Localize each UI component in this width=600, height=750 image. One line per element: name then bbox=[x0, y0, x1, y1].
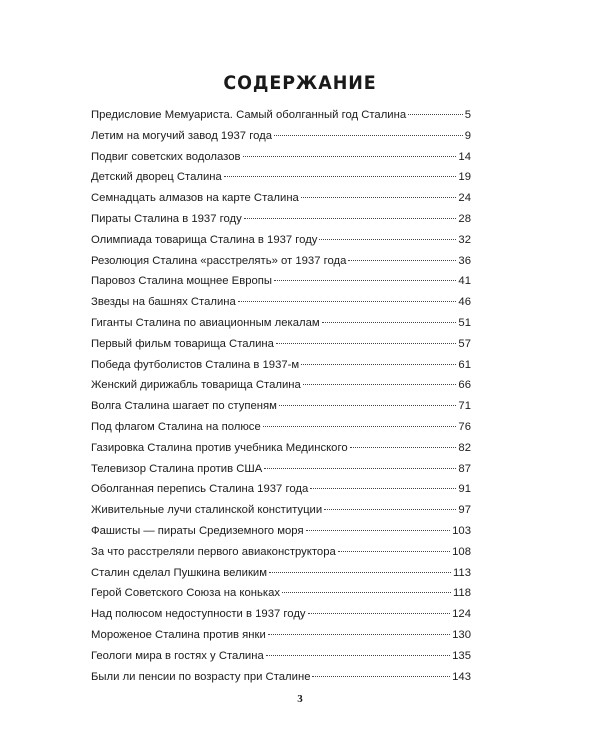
toc-entry bbox=[91, 442, 471, 463]
dot-leader bbox=[310, 488, 456, 489]
toc-list bbox=[91, 109, 471, 691]
toc-entry bbox=[91, 296, 471, 317]
toc-entry-title: Женский дирижабль товарища Сталина bbox=[91, 379, 301, 392]
dot-leader bbox=[322, 322, 457, 323]
toc-entry-page: 103 bbox=[452, 524, 471, 537]
toc-entry-title: Были ли пенсии по возрасту при Сталине bbox=[91, 670, 311, 683]
toc-entry-title: Пираты Сталина в 1937 году bbox=[91, 212, 242, 225]
toc-entry-title: За что расстреляли первого авиаконструктора bbox=[91, 545, 336, 558]
toc-entry-title: Геологи мира в гостях у Сталина bbox=[91, 649, 264, 662]
toc-entry-title: Резолюция Сталина «расстрелять» от 1937 года bbox=[91, 254, 347, 267]
dot-leader bbox=[224, 176, 457, 177]
dot-leader bbox=[279, 405, 457, 406]
toc-entry bbox=[91, 275, 471, 296]
toc-entry-page: 24 bbox=[458, 192, 471, 205]
toc-entry-page: 87 bbox=[458, 462, 471, 475]
dot-leader bbox=[350, 447, 457, 448]
toc-entry-title: Летим на могучий завод 1937 года bbox=[91, 129, 272, 142]
dot-leader bbox=[338, 551, 450, 552]
dot-leader bbox=[266, 655, 450, 656]
toc-entry-page: 113 bbox=[452, 566, 471, 579]
toc-entry-page: 76 bbox=[458, 420, 471, 433]
toc-entry-title: Звезды на башнях Сталина bbox=[91, 296, 236, 309]
toc-entry-title: Под флагом Сталина на полюсе bbox=[91, 420, 261, 433]
toc-entry-page: 130 bbox=[452, 628, 471, 641]
toc-entry-page: 61 bbox=[458, 358, 471, 371]
toc-entry bbox=[91, 109, 471, 130]
toc-entry-page: 124 bbox=[452, 608, 471, 621]
toc-entry-page: 118 bbox=[452, 587, 471, 600]
toc-entry-title: Сталин сделал Пушкина великим bbox=[91, 566, 267, 579]
toc-entry bbox=[91, 567, 471, 588]
toc-entry bbox=[91, 483, 471, 504]
toc-entry-page: 9 bbox=[464, 129, 471, 142]
toc-entry bbox=[91, 338, 471, 359]
toc-entry-page: 71 bbox=[458, 400, 471, 413]
dot-leader bbox=[319, 239, 456, 240]
toc-entry bbox=[91, 192, 471, 213]
dot-leader bbox=[238, 301, 457, 302]
dot-leader bbox=[324, 509, 456, 510]
toc-entry-page: 14 bbox=[458, 150, 471, 163]
toc-entry bbox=[91, 317, 471, 338]
toc-entry-title: Герой Советского Союза на коньках bbox=[91, 587, 280, 600]
dot-leader bbox=[301, 364, 456, 365]
toc-entry bbox=[91, 629, 471, 650]
dot-leader bbox=[276, 343, 456, 344]
dot-leader bbox=[243, 156, 457, 157]
dot-leader bbox=[269, 572, 451, 573]
dot-leader bbox=[348, 260, 456, 261]
toc-entry-title: Детский дворец Сталина bbox=[91, 171, 222, 184]
toc-entry-page: 41 bbox=[458, 275, 471, 288]
toc-entry bbox=[91, 255, 471, 276]
toc-entry bbox=[91, 525, 471, 546]
toc-entry-page: 91 bbox=[458, 483, 471, 496]
dot-leader bbox=[264, 468, 456, 469]
toc-entry-page: 108 bbox=[452, 545, 471, 558]
toc-entry-title: Подвиг советских водолазов bbox=[91, 150, 241, 163]
toc-entry-page: 135 bbox=[452, 649, 471, 662]
toc-entry bbox=[91, 587, 471, 608]
dot-leader bbox=[268, 634, 450, 635]
toc-entry-page: 19 bbox=[458, 171, 471, 184]
toc-entry-page: 28 bbox=[458, 212, 471, 225]
dot-leader bbox=[244, 218, 457, 219]
dot-leader bbox=[263, 426, 457, 427]
toc-entry-title: Газировка Сталина против учебника Мединского bbox=[91, 441, 348, 454]
toc-entry-title: Живительные лучи сталинской конституции bbox=[91, 504, 323, 517]
toc-entry bbox=[91, 671, 471, 692]
toc-entry-title: Первый фильм товарища Сталина bbox=[91, 337, 274, 350]
toc-entry-page: 32 bbox=[458, 233, 471, 246]
dot-leader bbox=[303, 384, 457, 385]
toc-entry bbox=[91, 650, 471, 671]
dot-leader bbox=[274, 280, 456, 281]
toc-entry-page: 97 bbox=[458, 504, 471, 517]
toc-entry-title: Олимпиада товарища Сталина в 1937 году bbox=[91, 233, 318, 246]
dot-leader bbox=[306, 530, 451, 531]
toc-entry-page: 46 bbox=[458, 296, 471, 309]
toc-entry-page: 5 bbox=[464, 109, 471, 121]
toc-entry-page: 57 bbox=[458, 337, 471, 350]
toc-entry-title: Семнадцать алмазов на карте Сталина bbox=[91, 192, 299, 205]
toc-entry bbox=[91, 608, 471, 629]
dot-leader bbox=[274, 135, 463, 136]
toc-entry bbox=[91, 504, 471, 525]
toc-title: СОДЕРЖАНИЕ bbox=[223, 72, 377, 94]
toc-entry bbox=[91, 171, 471, 192]
toc-entry-page: 82 bbox=[458, 441, 471, 454]
toc-entry bbox=[91, 463, 471, 484]
toc-entry-title: Гиганты Сталина по авиационным лекалам bbox=[91, 316, 320, 329]
dot-leader bbox=[301, 197, 457, 198]
toc-entry-title: Победа футболистов Сталина в 1937-м bbox=[91, 358, 300, 371]
toc-entry bbox=[91, 213, 471, 234]
toc-entry-title: Предисловие Мемуариста. Самый оболганный год Сталина bbox=[91, 109, 407, 121]
toc-entry-page: 36 bbox=[458, 254, 471, 267]
toc-entry bbox=[91, 151, 471, 172]
toc-entry-title: Мороженое Сталина против янки bbox=[91, 628, 266, 641]
dot-leader bbox=[312, 676, 450, 677]
toc-entry-title: Телевизор Сталина против США bbox=[91, 462, 263, 475]
page-number: 3 bbox=[297, 693, 303, 705]
toc-entry bbox=[91, 421, 471, 442]
dot-leader bbox=[308, 613, 451, 614]
dot-leader bbox=[282, 592, 451, 593]
toc-entry-page: 51 bbox=[458, 316, 471, 329]
toc-entry-title: Волга Сталина шагает по ступеням bbox=[91, 400, 277, 413]
toc-entry-title: Фашисты — пираты Средиземного моря bbox=[91, 524, 304, 537]
dot-leader bbox=[408, 114, 463, 115]
toc-entry-page: 66 bbox=[458, 379, 471, 392]
toc-entry bbox=[91, 234, 471, 255]
toc-entry bbox=[91, 400, 471, 421]
toc-entry bbox=[91, 546, 471, 567]
toc-entry-title: Оболганная перепись Сталина 1937 года bbox=[91, 483, 309, 496]
toc-entry-page: 143 bbox=[452, 670, 471, 683]
toc-entry bbox=[91, 130, 471, 151]
toc-entry-title: Паровоз Сталина мощнее Европы bbox=[91, 275, 272, 288]
toc-entry-title: Над полюсом недоступности в 1937 году bbox=[91, 608, 306, 621]
toc-entry bbox=[91, 379, 471, 400]
toc-entry bbox=[91, 359, 471, 380]
